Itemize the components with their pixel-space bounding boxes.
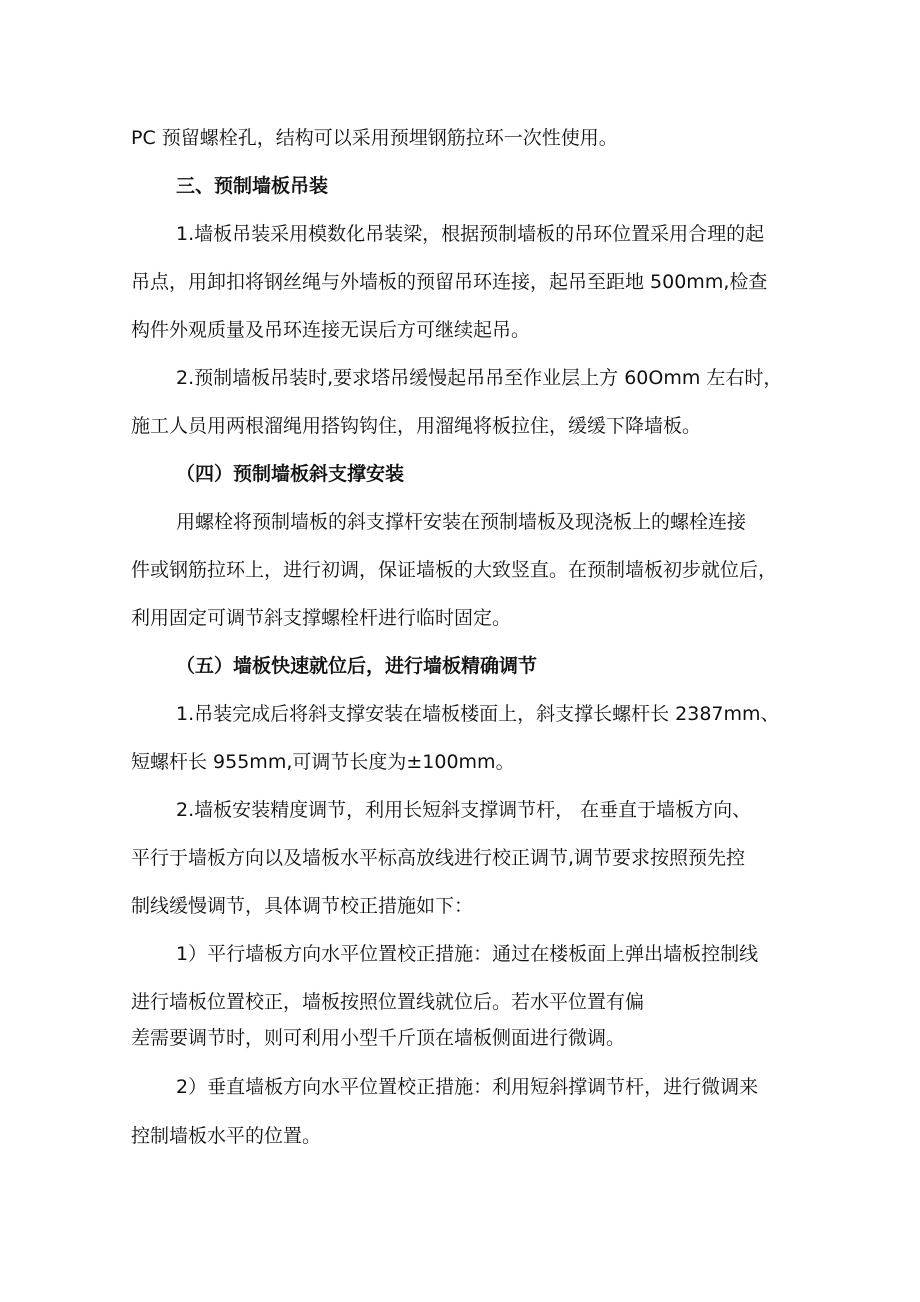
- paragraph-line: 控制墙板水平的位置。: [131, 1125, 322, 1147]
- paragraph-line: 利用固定可调节斜支撑螺栓杆进行临时固定。: [131, 607, 512, 629]
- paragraph-line: 施工人员用两根溜绳用搭钩钩住，用溜绳将板拉住，缓缓下降墙板。: [131, 415, 702, 437]
- paragraph-line: 进行墙板位置校正，墙板按照位置线就位后。若水平位置有偏: [131, 991, 645, 1013]
- paragraph-line: 1.墙板吊装采用模数化吊装梁，根据预制墙板的吊环位置采用合理的起: [176, 223, 765, 245]
- paragraph-line: 2.预制墙板吊装时,要求塔吊缓慢起吊吊至作业层上方 60Omm 左右时，: [176, 367, 783, 389]
- section-heading: （五）墙板快速就位后，进行墙板精确调节: [176, 655, 538, 677]
- paragraph-line: 2）垂直墙板方向水平位置校正措施：利用短斜撑调节杆，进行微调来: [176, 1076, 759, 1098]
- paragraph-line: 1.吊装完成后将斜支撑安装在墙板楼面上，斜支撑长螺杆长 2387mm、: [176, 703, 780, 725]
- paragraph-line: 1）平行墙板方向水平位置校正措施：通过在楼板面上弹出墙板控制线: [176, 943, 759, 965]
- paragraph-line: 平行于墙板方向以及墙板水平标高放线进行校正调节,调节要求按照预先控: [131, 847, 746, 869]
- paragraph-line: 吊点，用卸扣将钢丝绳与外墙板的预留吊环连接，起吊至距地 500mm,检查: [131, 271, 768, 293]
- paragraph-line: 制线缓慢调节，具体调节校正措施如下：: [131, 895, 474, 917]
- paragraph-line: PC 预留螺栓孔，结构可以采用预埋钢筋拉环一次性使用。: [131, 127, 618, 149]
- paragraph-line: 短螺杆长 955mm,可调节长度为±100mm。: [131, 751, 515, 773]
- paragraph-line: 件或钢筋拉环上，进行初调，保证墙板的大致竖直。在预制墙板初步就位后，: [131, 559, 778, 581]
- paragraph-line: 用螺栓将预制墙板的斜支撑杆安装在预制墙板及现浇板上的螺栓连接: [176, 511, 747, 533]
- paragraph-line: 差需要调节时，则可利用小型千斤顶在墙板侧面进行微调。: [131, 1027, 626, 1049]
- section-heading: （四）预制墙板斜支撑安装: [176, 463, 405, 485]
- section-heading: 三、预制墙板吊装: [176, 175, 329, 197]
- paragraph-line: 构件外观质量及吊环连接无误后方可继续起吊。: [131, 319, 531, 341]
- paragraph-line: 2.墙板安装精度调节，利用长短斜支撑调节杆， 在垂直于墙板方向、: [176, 799, 752, 821]
